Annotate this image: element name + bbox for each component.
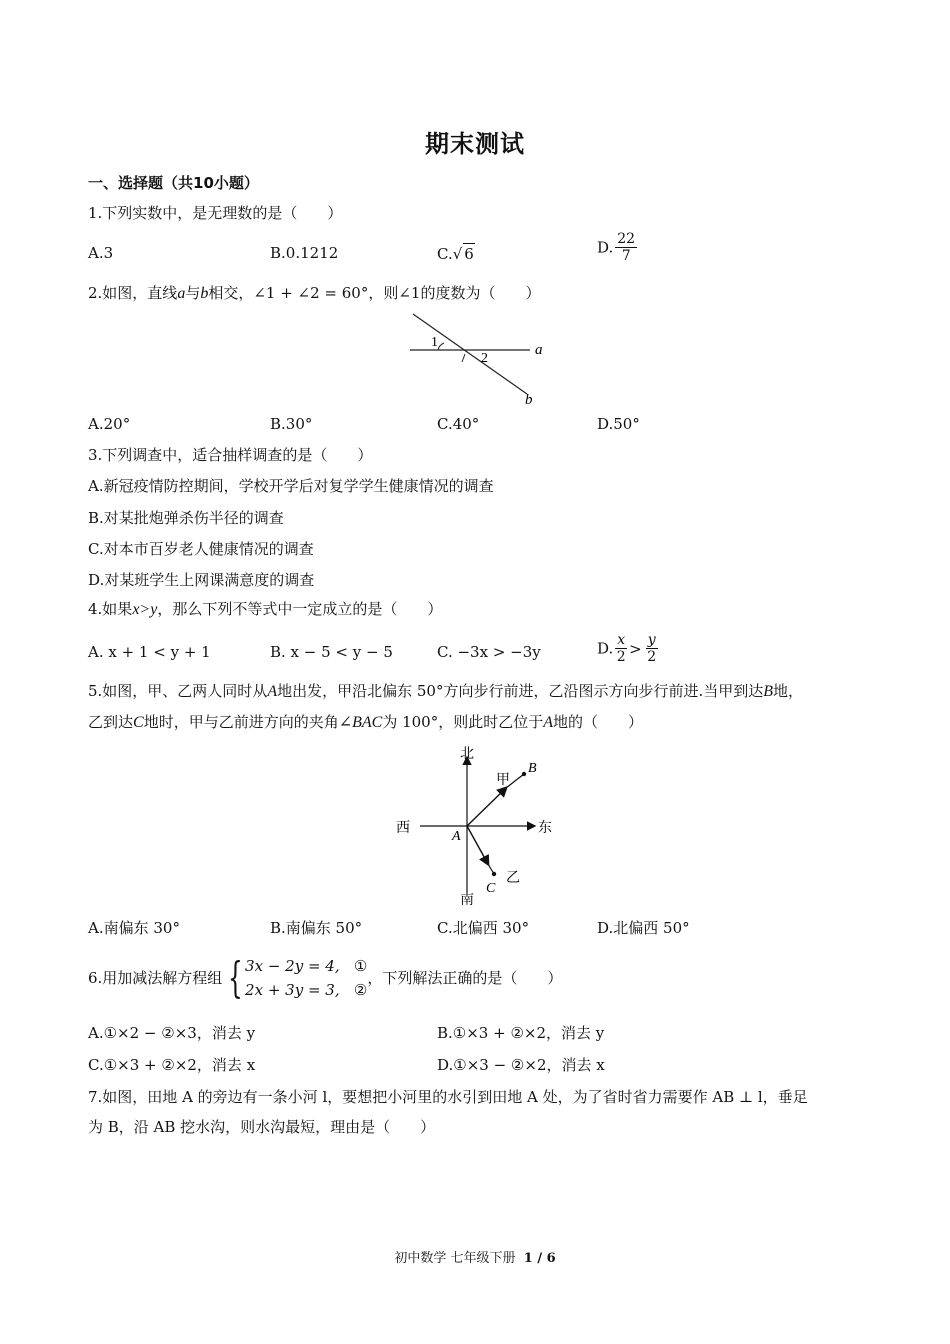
q6-option-b: B.①×3 + ②×2，消去 y [437,1024,605,1042]
compass-direction-figure [390,742,560,910]
intersecting-lines-figure [405,310,555,410]
question-5-line-1: 5.如图，甲、乙两人同时从A地出发，甲沿北偏东 50°方向步行前进，乙沿图示方向步行前进.当甲到达B地， [88,682,804,700]
q5-option-b: B.南偏东 50° [270,919,363,937]
line-a-label: a [535,342,543,358]
q1-option-b: B.0.1212 [270,244,339,262]
question-4-stem: 4.如果x>y，那么下列不等式中一定成立的是（ ） [88,600,443,618]
q2-option-b: B.30° [270,415,313,433]
q3-option-b: B.对某批炮弹杀伤半径的调查 [88,509,284,527]
north-label: 北 [460,747,474,762]
q6-option-a: A.①×2 − ②×3，消去 y [88,1024,256,1042]
point-b-label: B [528,761,537,776]
q4-option-a: A. x + 1 < y + 1 [88,643,211,661]
q5-option-a: A.南偏东 30° [88,919,180,937]
question-5-line-2: 乙到达C地时，甲与乙前进方向的夹角∠BAC为 100°，则此时乙位于A地的（ ） [88,713,644,731]
line-b-label: b [525,392,533,408]
q4-option-c: C. −3x > −3y [437,643,541,661]
page-title: 期末测试 [425,130,525,158]
page-number: 1 / 6 [523,1251,556,1266]
q4-option-d: D. $\frac{x}{2}$ > $\frac{y}{2}$ [597,632,657,665]
question-6-stem: 6.用加减法解方程组 { 3x − 2y = 4, ① 2x + 3y = 3, ② ，下列解法正确的是（ ） [88,953,563,1002]
q2-option-a: A.20° [88,415,131,433]
q3-option-a: A.新冠疫情防控期间，学校开学后对复学学生健康情况的调查 [88,477,494,495]
section-heading: 一、选择题（共10小题） [88,174,259,192]
q3-option-c: C.对本市百岁老人健康情况的调查 [88,540,314,558]
q1-option-c: C.√ 6 [437,245,474,263]
point-a-label: A [452,829,461,844]
east-label: 东 [538,821,552,836]
angle-2-label: 2 [481,351,488,366]
q3-option-d: D.对某班学生上网课满意度的调查 [88,571,315,589]
west-label: 西 [396,821,410,836]
point-c-label: C [486,881,496,896]
question-7-line-2: 为 B，沿 AB 挖水沟，则水沟最短，理由是（ ） [88,1118,436,1136]
page-footer: 初中数学 七年级下册 1 / 6 [394,1251,556,1266]
q2-option-d: D.50° [597,415,640,433]
q5-option-d: D.北偏西 50° [597,919,690,937]
q2-option-c: C.40° [437,415,480,433]
question-3-stem: 3.下列调查中，适合抽样调查的是（ ） [88,446,373,464]
q5-option-c: C.北偏西 30° [437,919,530,937]
q6-option-c: C.①×3 + ②×2，消去 x [88,1056,256,1074]
q1-option-d: D. $\frac{22}{7}$ [597,231,636,264]
q6-option-d: D.①×3 − ②×2，消去 x [437,1056,605,1074]
question-7-line-1: 7.如图，田地 A 的旁边有一条小河 l，要想把小河里的水引到田地 A 处，为了省时省力需要作 AB ⊥ l，垂足 [88,1088,808,1106]
south-label: 南 [460,893,474,908]
q4-option-b: B. x − 5 < y − 5 [270,643,393,661]
jia-label: 甲 [496,773,510,788]
angle-1-label: 1 [431,335,438,350]
equation-system: 3x − 2y = 4, ① 2x + 3y = 3, ② [245,957,368,999]
q1-option-a: A.3 [88,244,114,262]
question-2-stem: 2.如图，直线a与b相交，∠1 + ∠2 = 60°，则∠1的度数为（ ） [88,284,541,302]
yi-label: 乙 [506,871,520,886]
question-1-stem: 1.下列实数中，是无理数的是（ ） [88,204,343,222]
